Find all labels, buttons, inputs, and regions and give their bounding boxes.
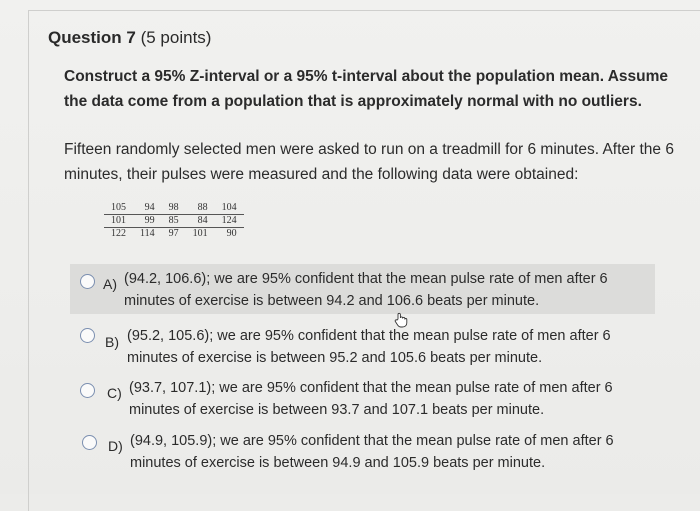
data-cell: 101 [192, 228, 208, 239]
radio-option-d[interactable] [82, 435, 97, 450]
answer-option-c[interactable] [70, 376, 655, 426]
table-row [104, 202, 244, 215]
radio-option-c[interactable] [80, 383, 95, 398]
data-cell: 85 [162, 215, 186, 228]
data-cell: 101 [104, 215, 133, 228]
option-letter: A) [103, 276, 117, 292]
table-row [104, 215, 244, 228]
data-cell: 84 [186, 215, 215, 228]
answer-option-a[interactable] [70, 264, 655, 314]
option-text: (93.7, 107.1); we are 95% confident that the mean pulse rate of men after 6 minutes of exercise is between 93.7 and 107.1 beats per minute. [129, 380, 613, 418]
hand-pointer-icon [394, 312, 408, 331]
question-points: (5 points) [140, 28, 212, 47]
data-cell: 104 [215, 202, 244, 215]
radio-option-a[interactable] [80, 274, 95, 289]
data-cell: 88 [186, 202, 215, 215]
question-instruction: Construct a 95% Z-interval or a 95% t-interval about the population mean. Assume the data come from a population that is approximately normal with no outliers. [64, 68, 669, 110]
option-letter: B) [105, 334, 119, 350]
option-letter: C) [107, 385, 122, 401]
radio-option-b[interactable] [80, 328, 95, 343]
data-cell: 122 [111, 228, 126, 239]
option-text: (95.2, 105.6); we are 95% confident that the mean pulse rate of men after 6 minutes of exercise is between 95.2 and 105.6 beats per minute. [127, 328, 611, 366]
pulse-data-table [104, 202, 244, 240]
data-cell: 90 [226, 228, 237, 239]
question-number: Question 7 [48, 28, 136, 47]
question-title [48, 28, 211, 48]
data-cell: 114 [140, 228, 155, 239]
option-text: (94.2, 106.6); we are 95% confident that the mean pulse rate of men after 6 minutes of exercise is between 94.2 and 106.6 beats per minute. [124, 271, 608, 309]
option-text: (94.9, 105.9); we are 95% confident that the mean pulse rate of men after 6 minutes of exercise is between 94.9 and 105.9 beats per minute. [130, 433, 614, 471]
data-cell: 98 [162, 202, 186, 215]
answer-option-d[interactable] [70, 430, 655, 480]
data-cell: 94 [133, 202, 162, 215]
data-cell: 105 [104, 202, 133, 215]
data-cell: 124 [215, 215, 244, 228]
data-cell: 99 [133, 215, 162, 228]
table-row [104, 228, 244, 241]
answer-option-b[interactable] [70, 322, 655, 372]
problem-statement: Fifteen randomly selected men were asked to run on a treadmill for 6 minutes. After the 6 minutes, their pulses were measured and the following data were obtained: [64, 141, 674, 183]
option-letter: D) [108, 438, 123, 454]
data-cell: 97 [168, 228, 179, 239]
